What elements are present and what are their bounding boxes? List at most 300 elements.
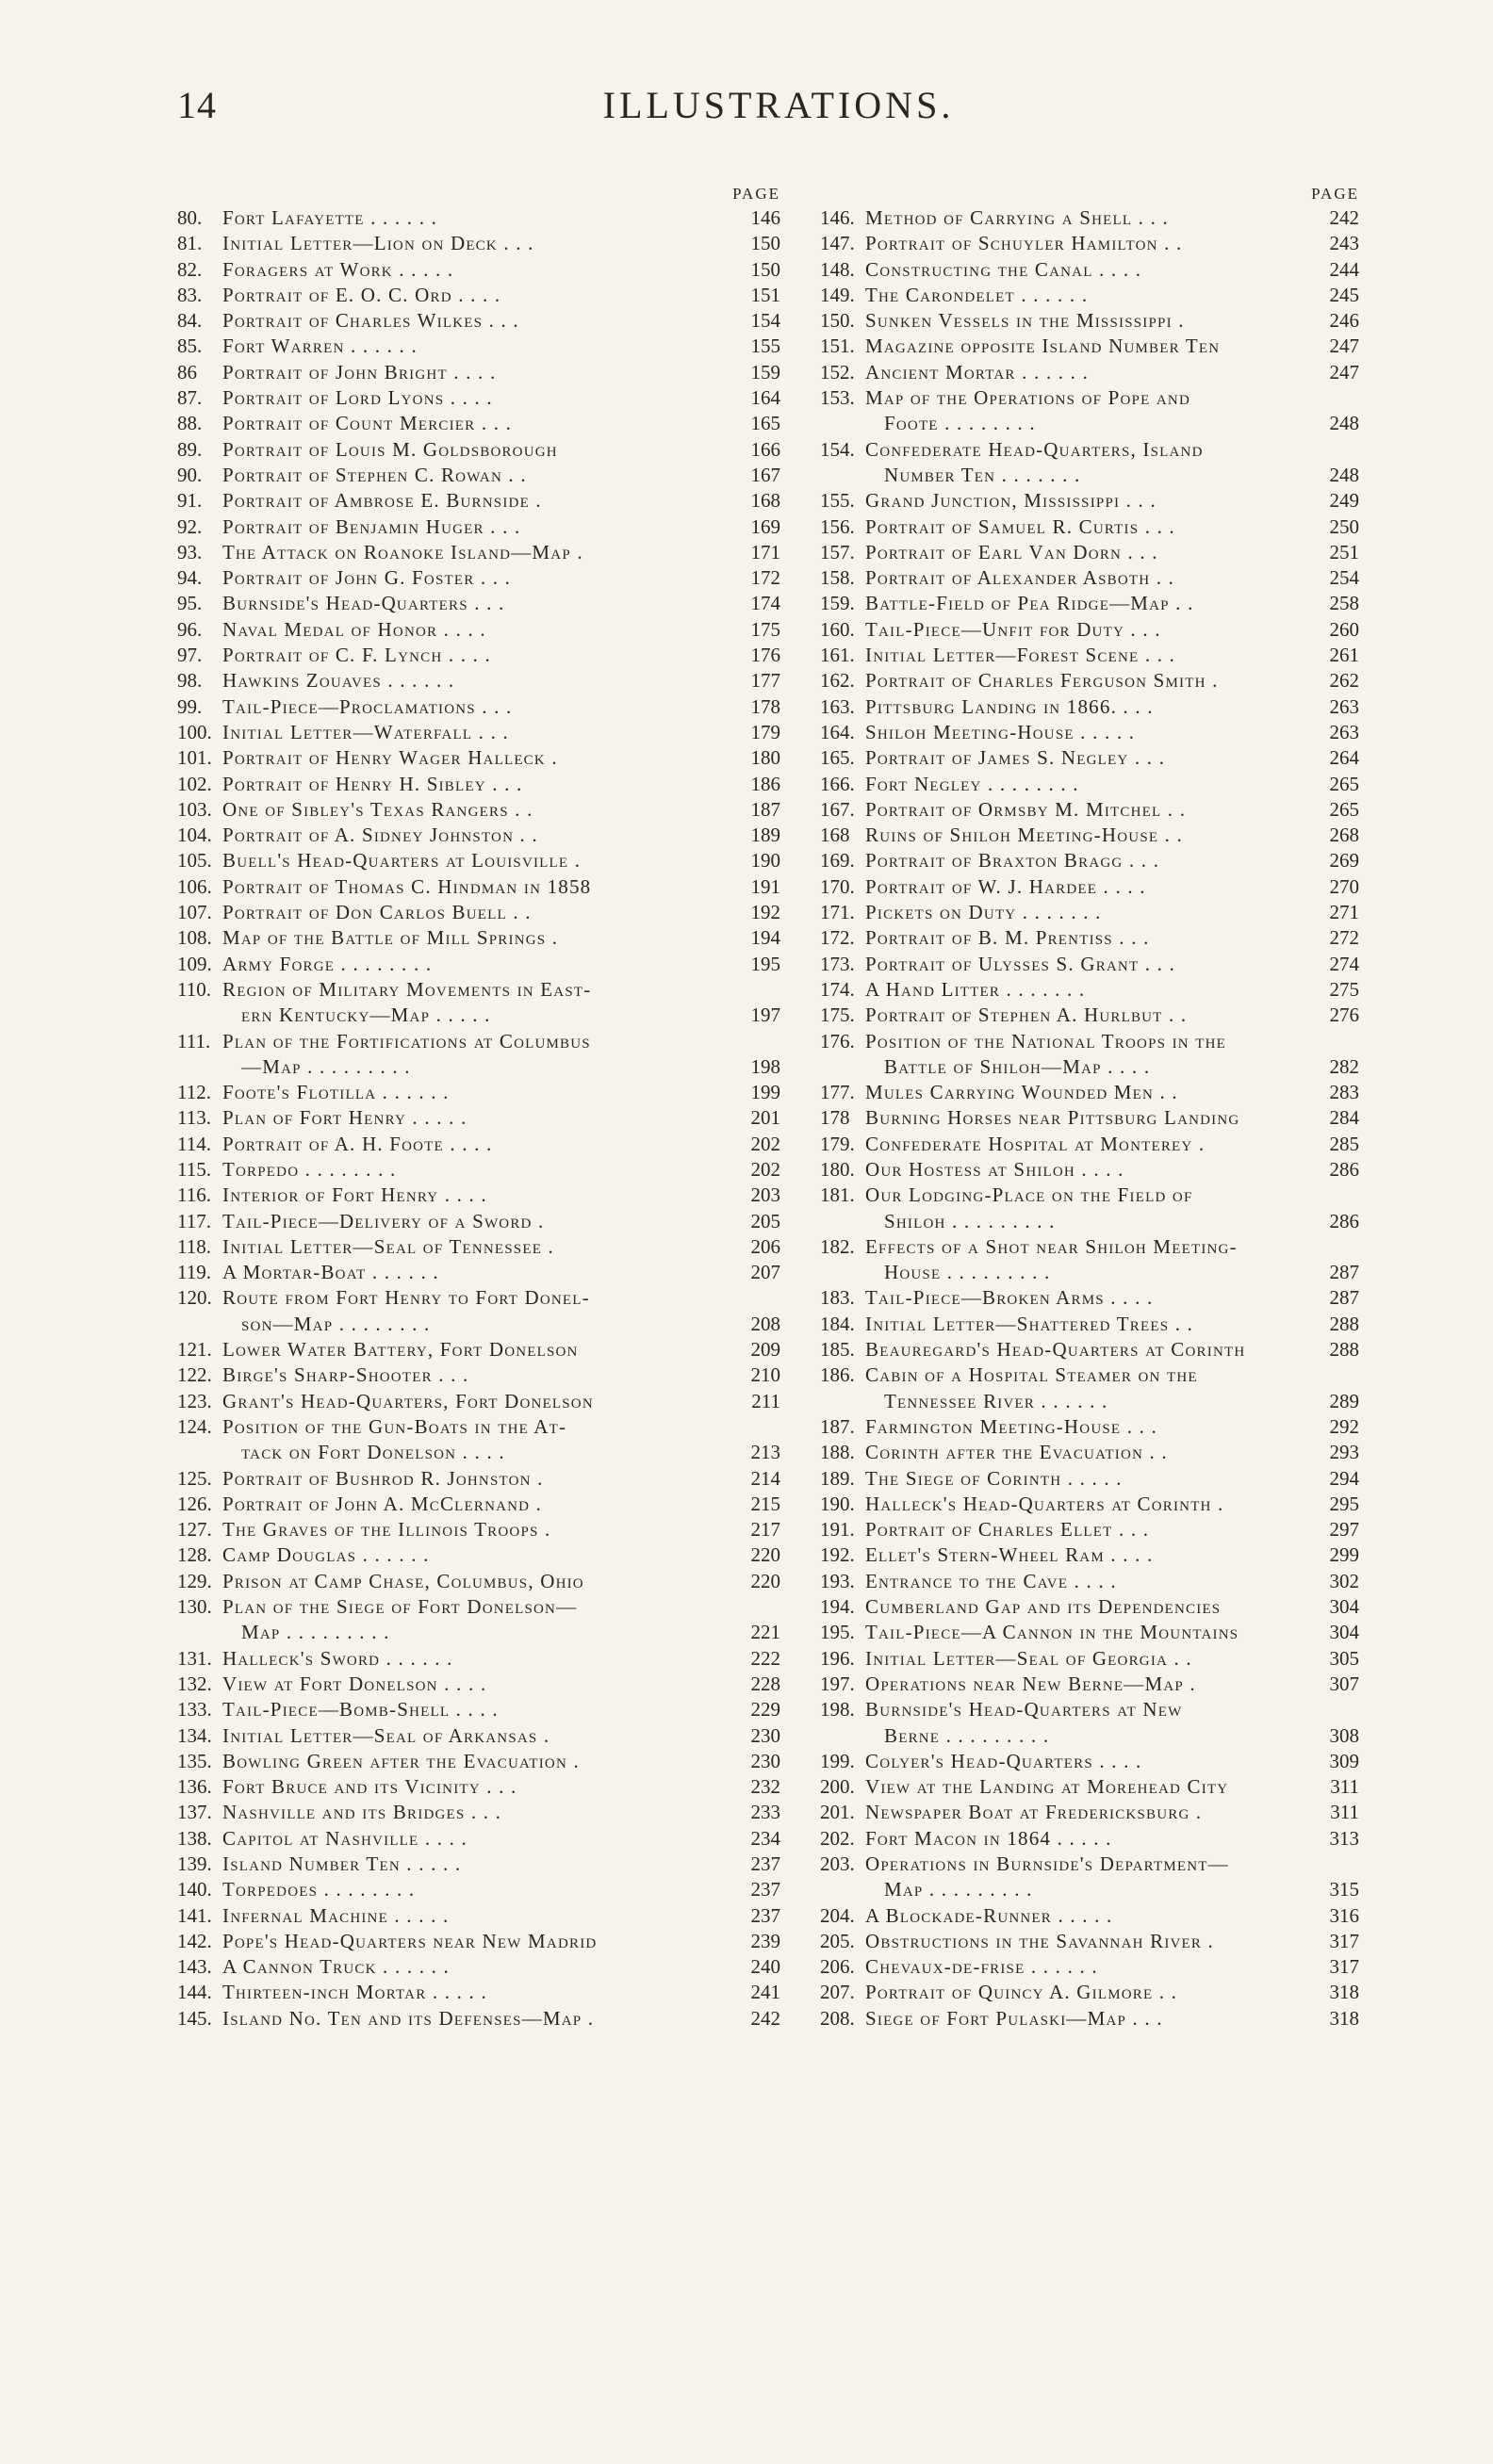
entry-page: 302 (1329, 1569, 1359, 1592)
entry-title (222, 463, 724, 488)
entry-number: 201. (820, 1801, 855, 1824)
entry-page: 198 (750, 1054, 780, 1078)
entry-number: 154. (820, 437, 855, 461)
entry-page: 292 (1329, 1414, 1359, 1438)
entry-title-line: Torpedo . . . . . . . . (222, 1157, 397, 1181)
entry-title (222, 1105, 724, 1131)
entry-title (222, 591, 724, 616)
entry-title (222, 874, 724, 900)
entry-number: 102. (177, 772, 212, 795)
entry-title (222, 308, 724, 334)
entry-number: 138. (177, 1826, 212, 1850)
entry-number: 99. (177, 694, 203, 718)
entry-number: 132. (177, 1672, 212, 1695)
entry-title (865, 797, 1303, 823)
entry-page: 189 (750, 824, 780, 847)
entry-title-line: Battle of Shiloh—Map . . . . (884, 1054, 1151, 1078)
entry-title-line: Ancient Mortar . . . . . . (865, 360, 1090, 383)
entry-page: 228 (750, 1672, 780, 1695)
entry-number: 145. (177, 2006, 212, 2030)
entry-number: 143. (177, 1955, 212, 1979)
entry-number: 100. (177, 720, 212, 743)
entry-title (222, 1260, 724, 1285)
entry-page: 206 (750, 1234, 780, 1258)
entry-title-line: Grant's Head-Quarters, Fort Donelson (222, 1389, 594, 1412)
entry-number: 197. (820, 1672, 855, 1695)
entry-number: 194. (820, 1595, 855, 1619)
entry-title-line: Portrait of Benjamin Huger . . . (222, 514, 521, 538)
entry-title (222, 257, 724, 283)
illustration-entry (820, 1414, 1359, 1440)
entry-number: 208. (820, 2006, 855, 2030)
entry-title-line: Farmington Meeting-House . . . (865, 1414, 1157, 1438)
entry-title-line: Mules Carrying Wounded Men . . (865, 1081, 1178, 1104)
entry-page: 268 (1329, 824, 1359, 847)
entry-page: 180 (750, 746, 780, 770)
illustration-entry (820, 977, 1359, 1003)
entry-page: 220 (750, 1569, 780, 1592)
entry-number: 193. (820, 1569, 855, 1592)
entry-title (222, 1569, 724, 1594)
entry-title-line: Initial Letter—Shattered Trees . . (865, 1312, 1194, 1335)
entry-number: 192. (820, 1543, 855, 1567)
illustration-entry (820, 1466, 1359, 1492)
entry-title (222, 205, 724, 231)
entry-title (865, 1080, 1303, 1105)
entry-title-line: Nashville and its Bridges . . . (222, 1801, 502, 1824)
entry-page: 232 (750, 1775, 780, 1799)
entry-number: 174. (820, 977, 855, 1001)
entry-title-line: Method of Carrying a Shell . . . (865, 206, 1169, 229)
entry-title-line: Initial Letter—Waterfall . . . (222, 720, 509, 743)
entry-page: 244 (1329, 257, 1359, 281)
entry-number: 85. (177, 335, 203, 358)
illustration-entry (820, 848, 1359, 873)
entry-title (222, 1389, 724, 1414)
illustration-entry (820, 694, 1359, 720)
entry-title (865, 1672, 1303, 1697)
entry-title (865, 1697, 1303, 1749)
entry-number: 103. (177, 797, 212, 821)
illustration-entry (820, 823, 1359, 848)
entry-title-line: Cabin of a Hospital Steamer on the (865, 1363, 1198, 1387)
entry-title-line: Foote . . . . . . . . (884, 412, 1036, 435)
illustration-entry (177, 1029, 780, 1081)
entry-page: 284 (1329, 1106, 1359, 1130)
entry-number: 134. (177, 1723, 212, 1747)
entry-page: 317 (1329, 1955, 1359, 1979)
entry-title-line: Burning Horses near Pittsburg Landing (865, 1106, 1240, 1130)
entry-title-line: Region of Military Movements in East- (222, 977, 592, 1001)
entry-title (222, 1337, 724, 1363)
entry-number: 141. (177, 1903, 212, 1927)
entry-page: 299 (1329, 1543, 1359, 1567)
entry-title (222, 1980, 724, 2005)
entry-title-line: Tail-Piece—Bomb-Shell . . . . (222, 1698, 499, 1722)
entry-title (865, 874, 1303, 900)
illustration-entry (177, 1569, 780, 1594)
entry-number: 87. (177, 386, 203, 410)
entry-number: 115. (177, 1157, 211, 1181)
entry-page: 285 (1329, 1132, 1359, 1155)
entry-title-line: Map . . . . . . . . . (884, 1878, 1033, 1901)
entry-title-line: Initial Letter—Seal of Georgia . . (865, 1646, 1192, 1670)
entry-number: 110. (177, 977, 211, 1001)
entry-title (222, 1749, 724, 1774)
illustration-entry (820, 772, 1359, 797)
entry-title (865, 772, 1303, 797)
entry-page: 283 (1329, 1081, 1359, 1104)
entry-title (222, 231, 724, 256)
entry-page: 154 (750, 309, 780, 333)
entry-title (222, 1209, 724, 1234)
entry-title-line: Portrait of C. F. Lynch . . . . (222, 644, 491, 667)
entry-page: 211 (751, 1389, 780, 1412)
illustration-entry (177, 591, 780, 616)
entry-page: 195 (750, 952, 780, 975)
entry-page: 194 (750, 926, 780, 950)
entry-title (222, 1414, 724, 1466)
illustration-entry (820, 874, 1359, 900)
entry-number: 170. (820, 874, 855, 898)
illustration-entry (177, 1774, 780, 1800)
entry-title (222, 797, 724, 823)
entry-number: 163. (820, 694, 855, 718)
illustration-entry (177, 1594, 780, 1646)
entry-number: 168 (820, 824, 850, 847)
entry-page: 307 (1329, 1672, 1359, 1695)
entry-number: 165. (820, 746, 855, 770)
entry-number: 83. (177, 283, 203, 306)
illustration-entry (820, 437, 1359, 489)
entry-page: 208 (750, 1312, 780, 1335)
entry-page: 269 (1329, 849, 1359, 873)
entry-title-line: Siege of Fort Pulaski—Map . . . (865, 2006, 1163, 2030)
entry-title (222, 1594, 724, 1646)
illustration-entry (820, 591, 1359, 616)
entry-number: 166. (820, 772, 855, 795)
entry-title (865, 1826, 1303, 1852)
entry-page: 179 (750, 720, 780, 743)
entry-title-line: Confederate Hospital at Monterey . (865, 1132, 1206, 1155)
entry-title-line: Island No. Ten and its Defenses—Map . (222, 2006, 595, 2030)
entry-title (222, 745, 724, 771)
entry-number: 116. (177, 1183, 211, 1207)
entry-number: 199. (820, 1749, 855, 1772)
entry-title-line: Berne . . . . . . . . . (884, 1723, 1050, 1747)
entry-number: 185. (820, 1338, 855, 1362)
entry-number: 177. (820, 1081, 855, 1104)
entry-number: 84. (177, 309, 203, 333)
entry-page: 315 (1329, 1878, 1359, 1901)
left-column (177, 185, 780, 2032)
illustration-entry (820, 308, 1359, 334)
entry-title-line: Island Number Ten . . . . . (222, 1852, 462, 1875)
entry-title (865, 1363, 1303, 1414)
entry-title-line: Plan of the Fortifications at Columbus (222, 1029, 591, 1053)
entry-page: 202 (750, 1157, 780, 1181)
entry-title (865, 1029, 1303, 1081)
entry-title (865, 1312, 1303, 1337)
entry-title (222, 385, 724, 411)
entry-number: 106. (177, 874, 212, 898)
entry-title (865, 437, 1303, 489)
illustration-entry (820, 205, 1359, 231)
entry-title (222, 1183, 724, 1208)
entry-page: 317 (1329, 1929, 1359, 1952)
illustration-entry (177, 1723, 780, 1749)
entry-title-line: Our Lodging-Place on the Field of (865, 1183, 1193, 1207)
entry-number: 205. (820, 1929, 855, 1952)
entry-title-line: tack on Fort Donelson . . . . (241, 1441, 505, 1464)
entry-title-line: Portrait of John A. McClernand . (222, 1492, 543, 1515)
entry-number: 119. (177, 1261, 211, 1284)
entry-number: 152. (820, 360, 855, 383)
entry-title (865, 617, 1303, 643)
entry-number: 125. (177, 1466, 212, 1490)
entry-title-line: Fort Bruce and its Vicinity . . . (222, 1775, 517, 1799)
entry-number: 107. (177, 901, 212, 924)
illustration-entry (820, 668, 1359, 694)
entry-title (222, 772, 724, 797)
entry-page: 221 (750, 1621, 780, 1644)
entry-title (865, 1132, 1303, 1157)
illustration-entry (177, 411, 780, 436)
entry-number: 157. (820, 540, 855, 563)
entry-title-line: —Map . . . . . . . . . (241, 1054, 411, 1078)
entry-page: 243 (1329, 232, 1359, 255)
entry-page: 240 (750, 1955, 780, 1979)
entry-page: 168 (750, 489, 780, 513)
entry-number: 195. (820, 1621, 855, 1644)
entry-title (865, 360, 1303, 385)
entry-title-line: A Hand Litter . . . . . . . (865, 977, 1086, 1001)
illustration-entry (820, 925, 1359, 951)
illustration-entry (820, 1080, 1359, 1105)
entry-title (865, 565, 1303, 591)
illustration-entry (820, 797, 1359, 823)
entry-title-line: Beauregard's Head-Quarters at Corinth (865, 1338, 1246, 1362)
entry-title-line: Portrait of Count Mercier . . . (222, 412, 513, 435)
entry-title (222, 977, 724, 1029)
entry-number: 130. (177, 1595, 212, 1619)
entry-title-line: Portrait of Quincy A. Gilmore . . (865, 1981, 1178, 2004)
entry-page: 192 (750, 901, 780, 924)
entry-number: 191. (820, 1518, 855, 1542)
entry-title-line: Corinth after the Evacuation . . (865, 1441, 1168, 1464)
entry-page: 311 (1330, 1801, 1359, 1824)
entry-title (222, 848, 724, 873)
illustration-entry (820, 283, 1359, 308)
entry-page: 260 (1329, 617, 1359, 641)
illustration-entry (820, 900, 1359, 925)
entry-title-line: Obstructions in the Savannah River . (865, 1929, 1215, 1952)
entry-title (222, 1517, 724, 1542)
illustration-entry (177, 514, 780, 540)
entry-title-line: Shiloh . . . . . . . . . (884, 1209, 1056, 1232)
entry-title-line: Pittsburg Landing in 1866. . . . (865, 694, 1154, 718)
entry-page: 209 (750, 1338, 780, 1362)
entry-page: 263 (1329, 694, 1359, 718)
entry-title-line: One of Sibley's Texas Rangers . . (222, 797, 533, 821)
illustration-entry (820, 1852, 1359, 1903)
illustration-entry (820, 1620, 1359, 1645)
entry-title-line: Our Hostess at Shiloh . . . . (865, 1157, 1124, 1181)
entry-number: 190. (820, 1492, 855, 1515)
entry-title-line: Number Ten . . . . . . . (884, 463, 1081, 486)
entry-number: 112. (177, 1081, 211, 1104)
entry-title (865, 1337, 1303, 1363)
illustration-entry (177, 1337, 780, 1363)
entry-title (865, 308, 1303, 334)
illustration-entry (820, 1749, 1359, 1774)
entry-title-line: Naval Medal of Honor . . . . (222, 617, 486, 641)
entry-title-line: Prison at Camp Chase, Columbus, Ohio (222, 1569, 584, 1592)
entry-page: 155 (750, 335, 780, 358)
entry-title-line: Portrait of James S. Negley . . . (865, 746, 1166, 770)
right-entry-list (820, 205, 1359, 2032)
entry-number: 162. (820, 669, 855, 693)
entry-title-line: Position of the Gun-Boats in the At- (222, 1414, 567, 1438)
illustration-entry (820, 1594, 1359, 1620)
illustration-entry (177, 848, 780, 873)
entry-title (865, 1852, 1303, 1903)
entry-page: 316 (1329, 1903, 1359, 1927)
illustration-entry (820, 1285, 1359, 1311)
illustration-entry (177, 360, 780, 385)
illustration-entry (820, 1132, 1359, 1157)
entry-title (222, 514, 724, 540)
entry-title-line: Plan of Fort Henry . . . . . (222, 1106, 468, 1130)
entry-number: 207. (820, 1981, 855, 2004)
illustration-entry (820, 1672, 1359, 1697)
entry-title-line: ern Kentucky—Map . . . . . (241, 1004, 491, 1027)
entry-page: 159 (750, 360, 780, 383)
illustration-entry (177, 1980, 780, 2005)
entry-title-line: Operations in Burnside's Department— (865, 1852, 1229, 1875)
illustration-entry (820, 1903, 1359, 1929)
illustration-entry (177, 205, 780, 231)
entry-title-line: Initial Letter—Forest Scene . . . (865, 644, 1176, 667)
entry-page: 262 (1329, 669, 1359, 693)
entry-number: 105. (177, 849, 212, 873)
entry-title-line: Effects of a Shot near Shiloh Meeting- (865, 1234, 1238, 1258)
entry-page: 166 (750, 437, 780, 461)
illustration-entry (177, 1749, 780, 1774)
illustration-entry (177, 1929, 780, 1954)
entry-title (865, 694, 1303, 720)
entry-page: 286 (1329, 1209, 1359, 1232)
entry-title-line: Portrait of Henry H. Sibley . . . (222, 772, 523, 795)
illustration-entry (177, 1697, 780, 1722)
entry-page: 201 (750, 1106, 780, 1130)
entry-title (222, 411, 724, 436)
entry-page: 293 (1329, 1441, 1359, 1464)
entry-title (865, 1466, 1303, 1492)
illustration-entry (177, 1492, 780, 1517)
entry-title (865, 514, 1303, 540)
illustration-entry (820, 1157, 1359, 1183)
entry-number: 128. (177, 1543, 212, 1567)
entry-title-line: Birge's Sharp-Shooter . . . (222, 1363, 469, 1387)
entry-number: 171. (820, 901, 855, 924)
illustration-entry (820, 1003, 1359, 1028)
entry-page: 294 (1329, 1466, 1359, 1490)
illustration-entry (177, 565, 780, 591)
entry-title-line: The Siege of Corinth . . . . . (865, 1466, 1123, 1490)
entry-number: 140. (177, 1878, 212, 1901)
entry-title (222, 1029, 724, 1081)
right-column (820, 185, 1359, 2032)
illustration-entry (177, 1903, 780, 1929)
entry-page: 230 (750, 1749, 780, 1772)
entry-title (222, 1672, 724, 1697)
entry-number: 82. (177, 257, 203, 281)
entry-number: 144. (177, 1981, 212, 2004)
entry-page: 251 (1329, 540, 1359, 563)
entry-number: 92. (177, 514, 203, 538)
entry-page: 205 (750, 1209, 780, 1232)
entry-title-line: Magazine opposite Island Number Ten (865, 335, 1221, 358)
page-column-heading: PAGE (1311, 185, 1359, 203)
entry-title (222, 1903, 724, 1929)
entry-page: 297 (1329, 1518, 1359, 1542)
page-column-heading: PAGE (732, 185, 780, 203)
illustration-entry (177, 977, 780, 1029)
entry-number: 156. (820, 514, 855, 538)
illustration-entry (177, 231, 780, 256)
entry-title (865, 1954, 1303, 1980)
entry-number: 136. (177, 1775, 212, 1799)
illustration-entry (177, 1132, 780, 1157)
illustration-entry (177, 1157, 780, 1183)
entry-number: 203. (820, 1852, 855, 1875)
entry-page: 164 (750, 386, 780, 410)
entry-title-line: Initial Letter—Lion on Deck . . . (222, 232, 534, 255)
entry-title (222, 1852, 724, 1877)
entry-title-line: Portrait of W. J. Hardee . . . . (865, 874, 1146, 898)
entry-title (222, 1234, 724, 1260)
entry-number: 124. (177, 1414, 212, 1438)
entry-page: 237 (750, 1852, 780, 1875)
entry-page: 265 (1329, 797, 1359, 821)
entry-title (865, 823, 1303, 848)
entry-title (222, 2006, 724, 2032)
entry-number: 104. (177, 824, 212, 847)
entry-page: 222 (750, 1646, 780, 1670)
entry-title-line: Portrait of Stephen A. Hurlbut . . (865, 1004, 1188, 1027)
entry-number: 202. (820, 1826, 855, 1850)
entry-title-line: Tail-Piece—Unfit for Duty . . . (865, 617, 1161, 641)
illustration-entry (177, 1414, 780, 1466)
entry-title (222, 360, 724, 385)
entry-number: 169. (820, 849, 855, 873)
entry-page: 274 (1329, 952, 1359, 975)
entry-page: 241 (750, 1981, 780, 2004)
entry-title-line: Sunken Vessels in the Mississippi . (865, 309, 1185, 333)
entry-number: 196. (820, 1646, 855, 1670)
entry-title-line: View at the Landing at Morehead City (865, 1775, 1229, 1799)
entry-page: 233 (750, 1801, 780, 1824)
illustration-entry (177, 385, 780, 411)
entry-title (222, 694, 724, 720)
illustration-entry (820, 334, 1359, 359)
entry-title-line: Bowling Green after the Evacuation . (222, 1749, 580, 1772)
entry-number: 131. (177, 1646, 212, 1670)
entry-number: 89. (177, 437, 203, 461)
entry-title-line: Portrait of Ormsby M. Mitchel . . (865, 797, 1187, 821)
entry-page: 264 (1329, 746, 1359, 770)
